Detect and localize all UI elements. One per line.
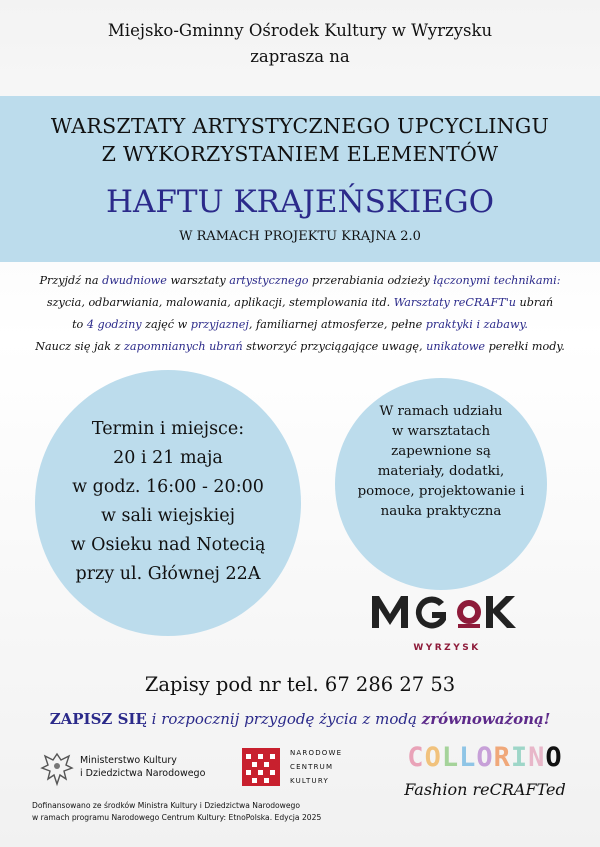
date-place-line: w godz. 16:00 - 20:00 [72,477,264,497]
collorino-logo [390,742,590,802]
title-line-2: Z WYKORZYSTANIEM ELEMENTÓW [101,142,499,166]
included-line: pomoce, projektowanie i [357,484,525,499]
ministry-line: Ministerstwo Kultury [80,755,177,766]
intro-highlight: praktyki i zabawy. [425,318,528,331]
ministry-logo [40,750,230,790]
date-place-text [35,415,301,589]
wordmark-letter: L [459,742,477,773]
intro-highlight: dwudniowe [102,274,167,287]
ncku-line: NARODOWE [290,749,343,757]
included-line: W ramach udziału [379,404,503,419]
intro-highlight: 4 godziny [86,318,142,331]
funding-line: w ramach programu Narodowego Centrum Kultury: EtnoPolska. Edycja 2025 [32,813,322,822]
cta-sustainable: zrównoważoną! [421,710,551,728]
ncku-line: KULTURY [290,777,329,785]
intro-paragraph [8,270,592,358]
funding-line: Dofinansowano ze środków Ministra Kultury i Dziedzictwa Narodowego [32,801,301,810]
mgok-logo-sub: WYRZYSK [413,643,481,653]
included-line: materiały, dodatki, [377,464,505,479]
organizer-name: Miejsko-Gminny Ośrodek Kultury w Wyrzysku [107,21,493,40]
intro-text: Naucz się jak z [35,340,124,353]
intro-text: perełki mody. [485,340,565,353]
intro-text: zajęć w [141,318,191,331]
ncku-line: CENTRUM [290,763,334,771]
eagle-emblem-icon [40,750,74,788]
included-line: zapewnione są [391,444,491,459]
cta-text: i rozpocznij przygodę życia z modą [146,710,422,728]
collorino-wordmark [390,742,580,773]
header [0,18,600,70]
cta-signup: ZAPISZ SIĘ [49,710,147,728]
wordmark-letter: L [441,742,460,773]
wordmark-letter: R [493,742,511,773]
intro-highlight: przyjaznej [190,318,249,331]
date-place-line: przy ul. Głównej 22A [75,564,261,584]
phone-line: Zapisy pod nr tel. 67 286 27 53 [144,673,456,696]
intro-line-3 [8,314,592,336]
wordmark-letter: I [510,742,529,773]
included-line: w warsztatach [391,424,491,439]
intro-text: , familiarnej atmosferze, pełne [248,318,426,331]
title-band [0,96,600,262]
date-place-line: 20 i 21 maja [113,448,223,468]
title-line-1: WARSZTATY ARTYSTYCZNEGO UPCYCLINGU [50,114,550,138]
call-to-action [0,710,600,728]
intro-text: to [72,318,87,331]
included-text [335,402,547,522]
intro-highlight: Warsztaty reCRAFT'u [393,296,516,309]
collorino-tagline: Fashion reCRAFTed [404,780,566,799]
invite-text: zaprasza na [250,47,350,66]
wordmark-letter: O [545,742,563,773]
intro-text: ubrań [515,296,554,309]
date-place-line: Termin i miejsce: [91,419,245,439]
intro-highlight: łączonymi technikami: [433,274,561,287]
ncku-name [290,746,342,788]
intro-text: Przyjdź na [39,274,103,287]
intro-highlight: unikatowe [426,340,486,353]
ministry-line: i Dziedzictwa Narodowego [80,768,206,779]
included-line: nauka praktyczna [380,504,502,519]
intro-text: warsztaty [166,274,230,287]
title-highlight: HAFTU KRAJEŃSKIEGO [105,184,495,220]
intro-text: przerabiania odzieży [308,274,434,287]
wordmark-letter: N [528,742,546,773]
intro-highlight: artystycznego [229,274,309,287]
intro-line-4 [8,336,592,358]
intro-text: stworzyć przyciągające uwagę, [242,340,427,353]
intro-text: szycia, odbarwiania, malowania, aplikacji, stemplowania itd. [46,296,394,309]
title-lines [0,112,600,168]
wordmark-letter: C [407,742,425,773]
mgok-logo [368,590,528,660]
funding-note [32,800,372,824]
intro-line-1 [8,270,592,292]
date-place-line: w Osieku nad Notecią [70,535,266,555]
wordmark-letter: O [424,742,442,773]
ncku-emblem-icon [240,746,282,788]
ncku-logo [240,742,350,792]
ministry-name [80,754,205,780]
intro-highlight: zapomnianych ubrań [124,340,243,353]
intro-line-2 [8,292,592,314]
partner-logos [40,742,580,802]
date-place-line: w sali wiejskiej [100,506,236,526]
title-subtitle: W RAMACH PROJEKTU KRAJNA 2.0 [179,229,421,244]
wordmark-letter: O [476,742,494,773]
